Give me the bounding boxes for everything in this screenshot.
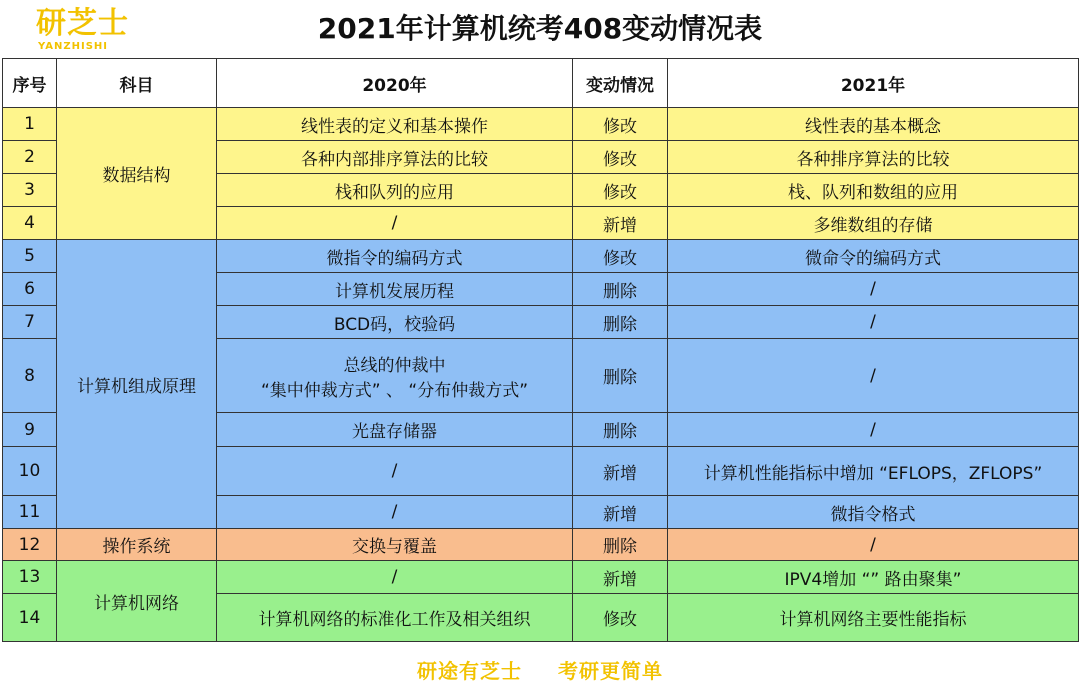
cell-change: 删除 xyxy=(573,306,668,339)
cell-2020: 微指令的编码方式 xyxy=(217,240,573,273)
cell-2021: IPV4增加 “” 路由聚集” xyxy=(668,561,1079,594)
subject-cell: 计算机网络 xyxy=(57,561,217,642)
changes-table xyxy=(2,58,1079,642)
row-index: 8 xyxy=(3,339,57,413)
cell-change: 删除 xyxy=(573,273,668,306)
cell-2020: BCD码，校验码 xyxy=(217,306,573,339)
row-index: 2 xyxy=(3,141,57,174)
cell-2021: 微命令的编码方式 xyxy=(668,240,1079,273)
cell-2020: 光盘存储器 xyxy=(217,413,573,447)
row-index: 14 xyxy=(3,594,57,642)
subject-cell: 操作系统 xyxy=(57,529,217,561)
cell-2021: 多维数组的存储 xyxy=(668,207,1079,240)
cell-change: 新增 xyxy=(573,207,668,240)
cell-2020: 各种内部排序算法的比较 xyxy=(217,141,573,174)
cell-2021: / xyxy=(668,339,1079,413)
cell-2021: / xyxy=(668,306,1079,339)
cell-2020: 计算机网络的标准化工作及相关组织 xyxy=(217,594,573,642)
footer-slogan-left: 研途有芝士 xyxy=(417,659,523,683)
table-row xyxy=(3,561,1079,594)
cell-change: 新增 xyxy=(573,561,668,594)
header-index: 序号 xyxy=(3,59,57,108)
cell-2020-line1: 总线的仲裁中 xyxy=(343,355,446,376)
cell-2020-line2: “集中仲裁方式” 、 “分布仲裁方式” xyxy=(260,380,529,401)
cell-2020: / xyxy=(217,447,573,496)
header-2020: 2020年 xyxy=(217,59,573,108)
cell-2021: / xyxy=(668,413,1079,447)
footer-slogan xyxy=(0,655,1080,684)
cell-change: 新增 xyxy=(573,447,668,496)
cell-2020: 栈和队列的应用 xyxy=(217,174,573,207)
logo-text: 研芝士 xyxy=(36,6,129,41)
footer-slogan-right: 考研更简单 xyxy=(557,659,663,683)
row-index: 3 xyxy=(3,174,57,207)
cell-2021: 微指令格式 xyxy=(668,496,1079,529)
row-index: 6 xyxy=(3,273,57,306)
row-index: 4 xyxy=(3,207,57,240)
row-index: 5 xyxy=(3,240,57,273)
header-2021: 2021年 xyxy=(668,59,1079,108)
cell-change: 删除 xyxy=(573,413,668,447)
cell-2020: 计算机发展历程 xyxy=(217,273,573,306)
row-index: 7 xyxy=(3,306,57,339)
cell-change: 删除 xyxy=(573,529,668,561)
table-row xyxy=(3,108,1079,141)
cell-2020: 交换与覆盖 xyxy=(217,529,573,561)
cell-change: 删除 xyxy=(573,339,668,413)
page-title: 2021年计算机统考408变动情况表 xyxy=(317,12,763,45)
cell-2021: 计算机性能指标中增加 “EFLOPS，ZFLOPS” xyxy=(668,447,1079,496)
subject-cell: 计算机组成原理 xyxy=(57,240,217,529)
cell-2021: / xyxy=(668,529,1079,561)
row-index: 12 xyxy=(3,529,57,561)
table-row xyxy=(3,240,1079,273)
cell-2021: 线性表的基本概念 xyxy=(668,108,1079,141)
row-index: 11 xyxy=(3,496,57,529)
cell-2021: / xyxy=(668,273,1079,306)
row-index: 10 xyxy=(3,447,57,496)
header-subject: 科目 xyxy=(57,59,217,108)
cell-change: 修改 xyxy=(573,108,668,141)
row-index: 13 xyxy=(3,561,57,594)
subject-cell: 数据结构 xyxy=(57,108,217,240)
cell-change: 修改 xyxy=(573,240,668,273)
table-header-row xyxy=(3,59,1079,108)
cell-change: 新增 xyxy=(573,496,668,529)
cell-2020: / xyxy=(217,561,573,594)
header-change: 变动情况 xyxy=(573,59,668,108)
cell-2020: / xyxy=(217,496,573,529)
cell-2020: / xyxy=(217,207,573,240)
row-index: 9 xyxy=(3,413,57,447)
cell-2020: 线性表的定义和基本操作 xyxy=(217,108,573,141)
cell-change: 修改 xyxy=(573,594,668,642)
cell-change: 修改 xyxy=(573,174,668,207)
cell-2020 xyxy=(217,339,573,413)
cell-2021: 各种排序算法的比较 xyxy=(668,141,1079,174)
cell-2021: 栈、队列和数组的应用 xyxy=(668,174,1079,207)
cell-change: 修改 xyxy=(573,141,668,174)
row-index: 1 xyxy=(3,108,57,141)
logo-subtext: YANZHISHI xyxy=(38,41,109,52)
table-row xyxy=(3,529,1079,561)
cell-2021: 计算机网络主要性能指标 xyxy=(668,594,1079,642)
